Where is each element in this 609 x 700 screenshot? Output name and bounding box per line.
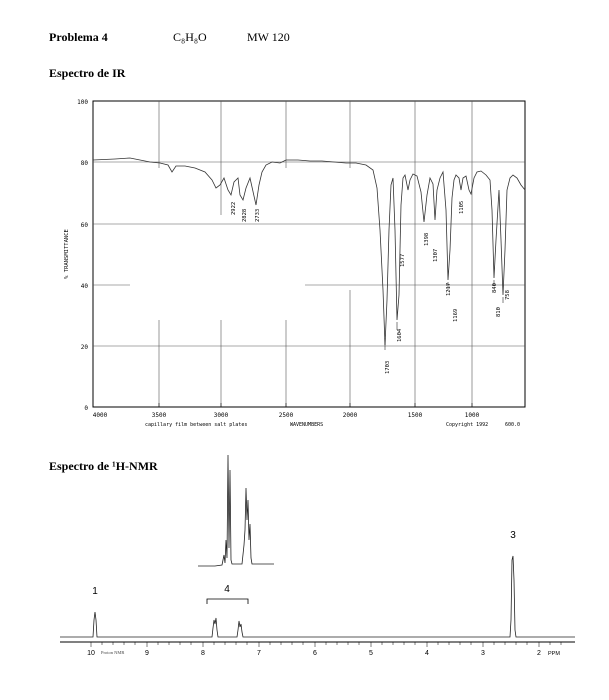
nmr-signal-label: 1	[92, 586, 98, 597]
nmr-x-tick: 6	[313, 650, 317, 657]
ir-x-tick: 1000	[464, 412, 480, 419]
ir-copyright: Copyright 1992	[446, 422, 489, 428]
nmr-instrument-label: Proton NMR	[101, 650, 125, 655]
ir-y-axis-label: % TRANSMITTANCE	[64, 229, 70, 279]
nmr-x-tick: 9	[145, 650, 149, 657]
ir-x-caption: capillary film between salt plates	[145, 422, 248, 428]
ir-peak-label: 810	[496, 307, 502, 317]
nmr-main-trace	[60, 556, 575, 637]
ir-peak-label: 2733	[255, 208, 261, 222]
ir-x-axis-label: WAVENUMBERS	[290, 422, 324, 428]
nmr-x-tick: 8	[201, 650, 205, 657]
nmr-axis-ticks	[91, 642, 561, 647]
molecular-formula: C₈H₈O	[173, 30, 207, 44]
ir-y-tick: 40	[80, 283, 88, 290]
ir-y-tick: 100	[77, 99, 88, 106]
nmr-x-tick: 2	[537, 650, 541, 657]
ir-peak-label: 840	[492, 283, 498, 293]
ir-section-title: Espectro de IR	[49, 66, 126, 80]
nmr-ppm-label: PPM	[548, 651, 560, 657]
nmr-section-title: Espectro de ¹H-NMR	[49, 459, 158, 473]
nmr-signal-label: 3	[510, 530, 516, 541]
ir-x-tick: 3000	[213, 412, 229, 419]
molecular-weight: MW 120	[247, 30, 290, 44]
ir-y-tick: 0	[84, 405, 88, 412]
ir-y-tick: 20	[80, 344, 88, 351]
ir-x-tick: 4000	[92, 412, 108, 419]
nmr-inset	[198, 458, 274, 568]
ir-x-tick: 1500	[407, 412, 423, 419]
ir-peak-label: 1604	[397, 328, 403, 342]
ir-peak-label: 1398	[424, 232, 430, 246]
nmr-x-tick: 10	[87, 650, 95, 657]
nmr-x-tick: 5	[369, 650, 373, 657]
nmr-x-tick: 4	[425, 650, 429, 657]
problem-number: Problema 4	[49, 30, 108, 44]
ir-x-tick: 2000	[342, 412, 358, 419]
ir-peak-label: 2828	[242, 208, 248, 222]
ir-end-label: 600.0	[505, 422, 521, 428]
ir-y-tick: 60	[80, 222, 88, 229]
ir-peak-label: 2922	[231, 201, 237, 215]
ir-x-tick: 2500	[278, 412, 294, 419]
nmr-signal-label: 4	[224, 584, 230, 595]
ir-x-tick: 3500	[151, 412, 167, 419]
ir-peak-label: 1217	[446, 282, 452, 296]
nmr-integration-bracket	[207, 599, 248, 604]
ir-peak-label: 1703	[385, 360, 391, 374]
nmr-x-tick: 3	[481, 650, 485, 657]
ir-peak-label: 1169	[453, 308, 459, 322]
ir-peak-label: 1577	[400, 253, 406, 267]
ir-peak-label: 1307	[433, 248, 439, 262]
ir-peak-label: 1105	[459, 200, 465, 214]
ir-y-tick: 80	[80, 160, 88, 167]
nmr-inset-trace	[198, 455, 274, 566]
ir-peak-label: 758	[505, 290, 511, 300]
nmr-x-tick: 7	[257, 650, 261, 657]
